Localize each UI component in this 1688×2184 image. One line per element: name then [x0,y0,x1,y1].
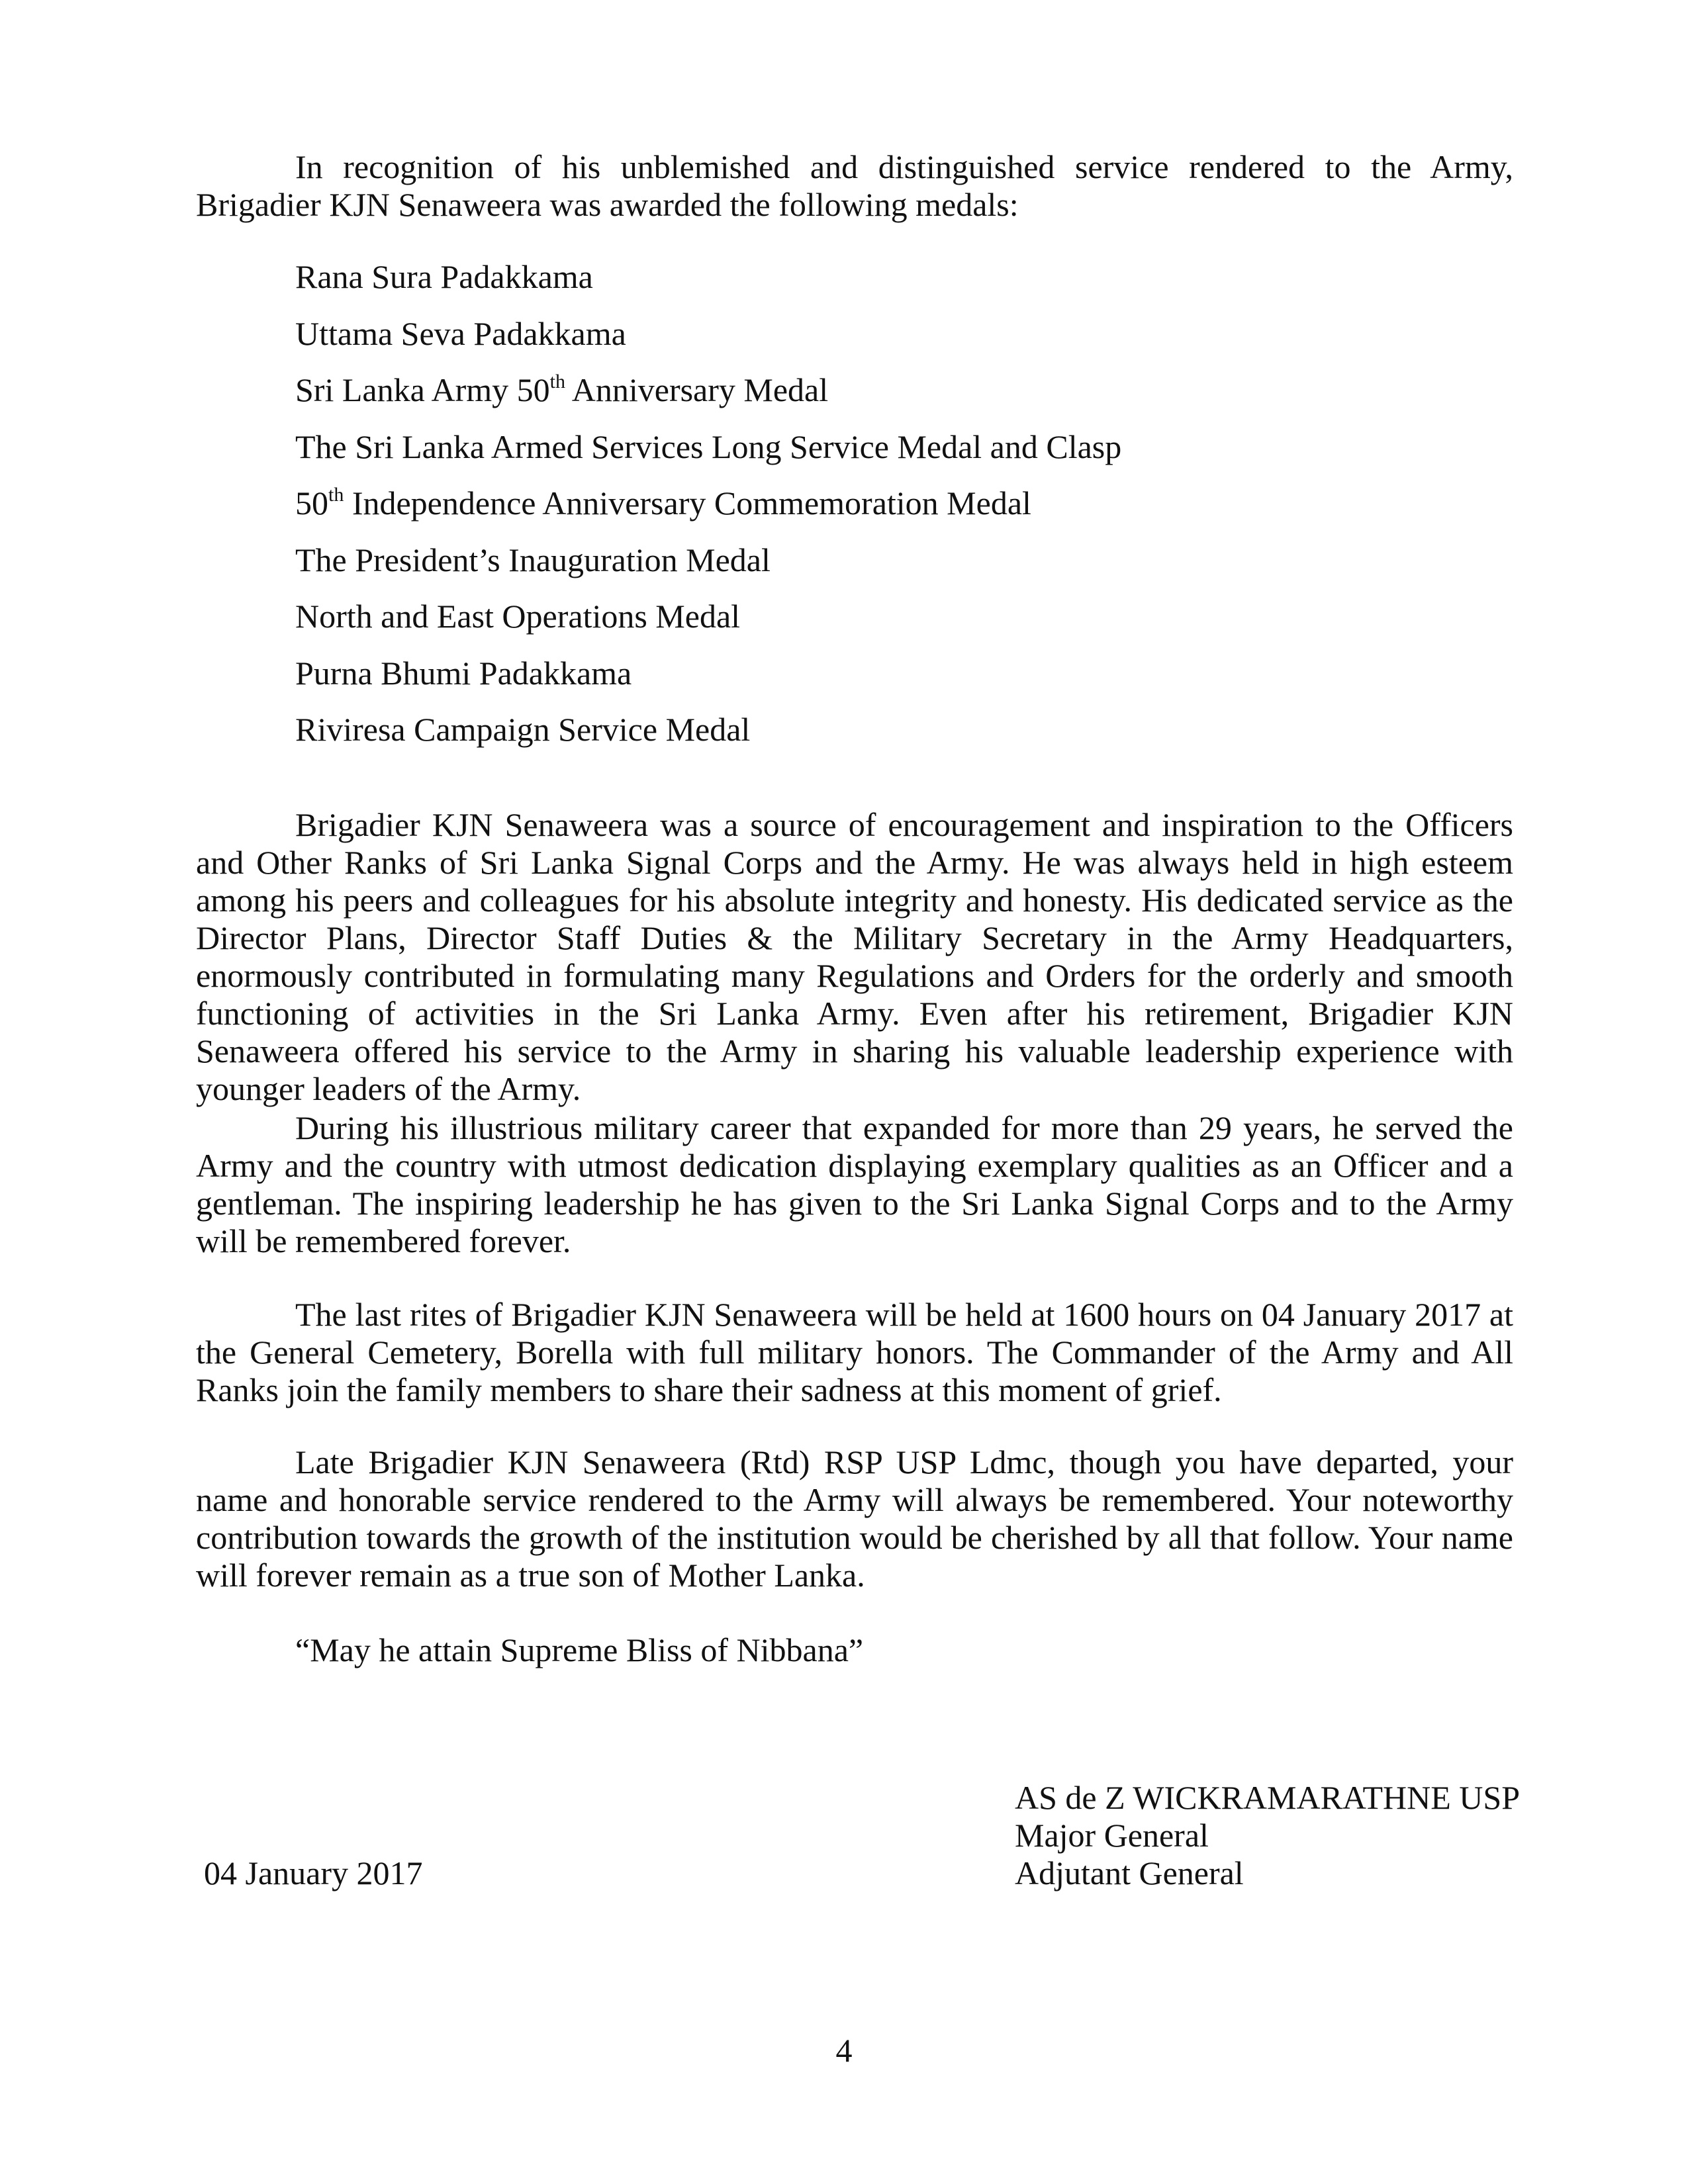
medal-item: The President’s Inauguration Medal [295,541,771,578]
medal-item: Sri Lanka Army 50th Anniversary Medal [295,371,829,408]
page-number: 4 [835,2032,853,2069]
signatory-title: Adjutant General [1015,1854,1244,1891]
medal-item: Rana Sura Padakkama [295,258,593,295]
signatory-rank: Major General [1015,1817,1209,1854]
medal-item: 50th Independence Anniversary Commemoration Medal [295,484,1031,522]
signatory-name: AS de Z WICKRAMARATHNE USP [1015,1779,1521,1816]
body-paragraph: Late Brigadier KJN Senaweera (Rtd) RSP USP Ldmc, though you have departed, your name and honorable service rendered to the Army will always be remembered. Your noteworthy contribution towards the growth of the institution would be cherished by all that follow. Your name will forever remain as a true son of Mother Lanka. [196,1443,1513,1594]
medal-item: Purna Bhumi Padakkama [295,654,632,692]
medal-list [295,258,1487,768]
medal-item: Riviresa Campaign Service Medal [295,711,751,748]
document-date: 04 January 2017 [204,1854,423,1891]
body-paragraph: The last rites of Brigadier KJN Senaweera will be held at 1600 hours on 04 January 2017 at the General Cemetery, Borella with full military honors. The Commander of the Army and All Ranks join the family members to share their sadness at this moment of grief. [196,1296,1513,1408]
body-paragraph: During his illustrious military career that expanded for more than 29 years, he served the Army and the country with utmost dedication displaying exemplary qualities as an Officer and a gentleman. The inspiring leadership he has given to the Sri Lanka Signal Corps and to the Army will be remembered forever. [196,1109,1513,1259]
closing-quote: “May he attain Supreme Bliss of Nibbana” [295,1631,864,1668]
medal-item: The Sri Lanka Armed Services Long Service Medal and Clasp [295,428,1122,465]
medal-item: Uttama Seva Padakkama [295,314,626,352]
signature-block [1015,1779,1520,1892]
intro-paragraph: In recognition of his unblemished and distinguished service rendered to the Army, Brigadier KJN Senaweera was awarded the following medals: [196,148,1513,223]
medal-item: North and East Operations Medal [295,598,741,635]
body-paragraph: Brigadier KJN Senaweera was a source of encouragement and inspiration to the Officers and Other Ranks of Sri Lanka Signal Corps and the Army. He was always held in high esteem among his peers and colleagues for his absolute integrity and honesty. His dedicated service as the Director Plans, Director Staff Duties & the Military Secretary in the Army Headquarters, enormously contributed in formulating many Regulations and Orders for the orderly and smooth functioning of activities in the Sri Lanka Army. Even after his retirement, Brigadier KJN Senaweera offered his service to the Army in sharing his valuable leadership experience with younger leaders of the Army. [196,806,1513,1107]
